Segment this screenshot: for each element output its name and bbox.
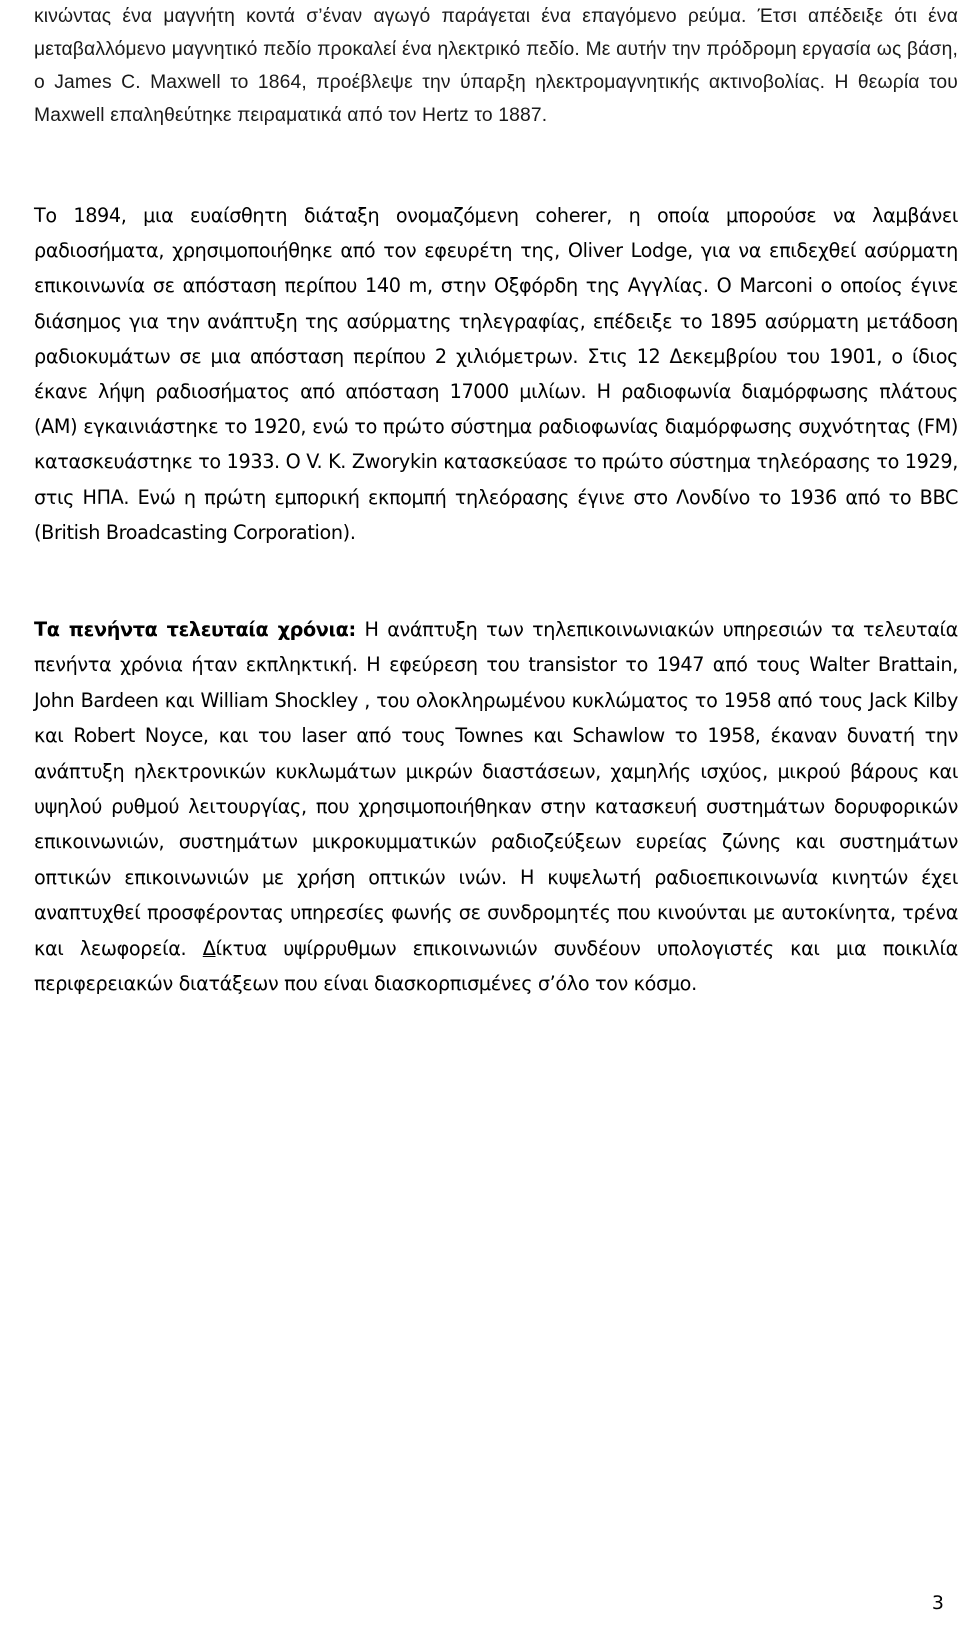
page-number: 3	[931, 1592, 944, 1614]
section-heading-last-fifty-years: Τα πενήντα τελευταία χρόνια:	[34, 618, 356, 641]
paragraph-maxwell-hertz: κινώντας ένα μαγνήτη κοντά σ’έναν αγωγό παράγεται ένα επαγόμενο ρεύμα. Έτσι απέδειξε ότι ένα μεταβαλλόμενο μαγνητικό πεδίο προκαλεί ένα ηλεκτρικό πεδίο. Με αυτήν την πρόδρομη εργασία ως βάση, ο James C. Maxwell το 1864, προέβλεψε την ύπαρξη ηλεκτρομαγνητικής ακτινοβολίας. Η θεωρία του Maxwell επαληθεύτηκε πειραματικά από τον Hertz το 1887.	[34, 6, 958, 126]
paragraph-text-part-1: Η ανάπτυξη των τηλεπικοινωνιακών υπηρεσιών τα τελευταία πενήντα χρόνια ήταν εκπληκτική. Η εφεύρεση του transistor το 1947 από τους Walter Brattain, John Bardeen και William Shockley , του ολοκληρωμένου κυκλώματος το 1958 από τους Jack Kilby και Robert Noyce, και του laser από τους Townes και Schawlow το 1958, έκαναν δυνατή την ανάπτυξη ηλεκτρονικών κυκλωμάτων μικρών διαστάσεων, χαμηλής ισχύος, μικρού βάρους και υψηλού ρυθμού λειτουργίας, που χρησιμοποιήθηκαν στην κατασκευή συστημάτων δορυφορικών επικοινωνιών, συστημάτων μικροκυμματικών ραδιοζεύξεων ευρείας ζώνης και συστημάτων οπτικών επικοινωνιών με χρήση οπτικών ινών. Η κυψελωτή ραδιοεπικοινωνία κινητών έχει αναπτυχθεί προσφέροντας υπηρεσίες φωνής σε συνδρομητές που κινούνται με αυτοκίνητα, τρένα και λεωφορεία.	[34, 618, 958, 960]
underlined-letter: Δ	[202, 936, 216, 960]
paragraph-radio-history: Το 1894, μια ευαίσθητη διάταξη ονομαζόμενη coherer, η οποία μπορούσε να λαμβάνει ραδιοσήματα, χρησιμοποιήθηκε από τον εφευρέτη της, Oliver Lodge, για να επιδεχθεί ασύρματη επικοινωνία σε απόσταση περίπου 140 m, στην Οξφόρδη της Αγγλίας. Ο Marconi ο οποίος έγινε διάσημος για την ανάπτυξη της ασύρματης τηλεγραφίας, επέδειξε το 1895 ασύρματη μετάδοση ραδιοκυμάτων σε μια απόσταση περίπου 2 χιλιόμετρων. Στις 12 Δεκεμβρίου του 1901, ο ίδιος έκανε λήψη ραδιοσήματος από απόσταση 17000 μιλίων. Η ραδιοφωνία διαμόρφωσης πλάτους (AM) εγκαινιάστηκε το 1920, ενώ το πρώτο σύστημα ραδιοφωνίας διαμόρφωσης συχνότητας (FM) κατασκευάστηκε το 1933. Ο V. K. Zworykin κατασκεύασε το πρώτο σύστημα τηλεόρασης το 1929, στις ΗΠΑ. Ενώ η πρώτη εμπορική εκπομπή τηλεόρασης έγινε στο Λονδίνο το 1936 από το BBC (British Broadcasting Corporation).	[34, 204, 958, 544]
paragraph-text-part-2: ίκτυα υψίρρυθμων επικοινωνιών συνδέουν υπολογιστές και μια ποικιλία περιφερειακών διατάξεων που είναι διασκορπισμένες σ’όλο τον κόσμο.	[34, 936, 958, 996]
paragraph-last-fifty-years	[34, 612, 958, 1001]
